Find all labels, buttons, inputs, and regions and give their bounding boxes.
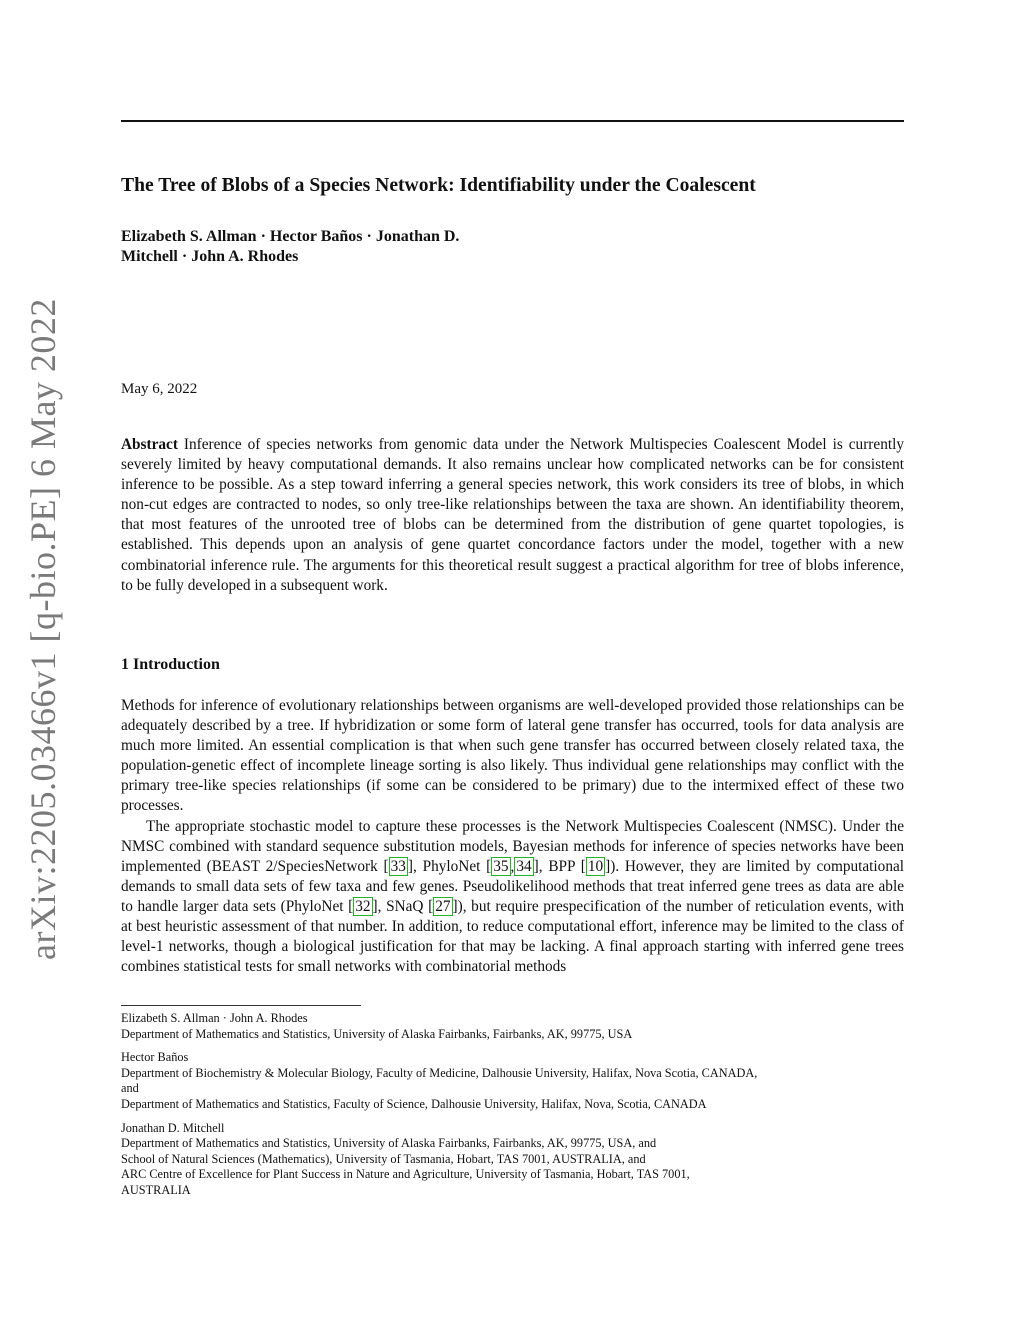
section-body <box>121 696 904 977</box>
affiliation-text: Department of Mathematics and Statistics, University of Alaska Fairbanks, Fairbanks, AK, 99775, USA <box>121 1026 633 1041</box>
affiliation-text: Department of Mathematics and Statistics, University of Alaska Fairbanks, Fairbanks, AK, 99775, USA, and <box>121 1136 657 1151</box>
publication-date: May 6, 2022 <box>121 381 198 397</box>
affiliation-text: ARC Centre of Excellence for Plant Success in Nature and Agriculture, University of Tasmania, Hobart, TAS 7001, <box>121 1167 690 1182</box>
intro-paragraph-2: The appropriate stochastic model to capture these processes is the Network Multispecies Coalescent (NMSC). Under the NMSC combined with standard sequence substitution models, Bayesian methods for inference of species networks have been implemented (BEAST 2/SpeciesNetwork [ 33 ], PhyloNet [ 35 , 34 ], BPP [ 10 ]). However, they are limited by computational demands to small data sets of few taxa and few genes. Pseudolikelihood methods that treat inferred gene trees as data are able to handle larger data sets (PhyloNet [ 32 ], SNaQ [ 27 ]), but require prespecification of the number of reticulation events, with at best heuristic assessment of that number. In addition, to reduce computational effort, inference may be limited to the class of level-1 networks, though a biological justification for that may be lacking. A final approach starting with inferred gene trees combines statistical tests for small networks with combinatorial methods <box>121 817 905 976</box>
abstract-label: Abstract <box>121 436 178 453</box>
citation-link[interactable]: 10 <box>587 857 604 875</box>
citation-link[interactable]: 32 <box>355 897 371 915</box>
intro-paragraph-1: Methods for inference of evolutionary relationships between organisms are well-developed provided those relationships can be adequately described by a tree. If hybridization or some form of lateral gene transfer has occurred, tools for data analysis are much more limited. An essential complication is that when such gene transfer has occurred between closely related taxa, the population-genetic effect of incomplete lineage sorting is also likely. Thus individual gene relationships may conflict with the primary tree-like species relationships (if some can be considered to be primary) due to the intermixed effect of these two processes. <box>121 697 904 815</box>
citation-link[interactable]: 35 <box>493 857 509 875</box>
citation-link[interactable]: 27 <box>435 897 451 915</box>
affiliation-authors: Jonathan D. Mitchell <box>121 1120 225 1135</box>
authors-line-2: Mitchell · John A. Rhodes <box>121 248 299 265</box>
affiliation-text: Department of Biochemistry & Molecular Biology, Faculty of Medicine, Dalhousie University, Halifax, Nova Scotia, CANADA, <box>121 1065 758 1080</box>
affiliation-block <box>121 1050 911 1112</box>
authors-line-1: Elizabeth S. Allman · Hector Baños · Jonathan D. <box>121 228 460 245</box>
paper-title: The Tree of Blobs of a Species Network: Identifiability under the Coalescent <box>121 175 756 196</box>
footnote-divider <box>121 1005 361 1006</box>
affiliation-text: School of Natural Sciences (Mathematics), University of Tasmania, Hobart, TAS 7001, AUSTRALIA, and <box>121 1151 646 1166</box>
author-list <box>121 227 681 267</box>
citation-link[interactable]: 33 <box>390 857 406 875</box>
affiliation-text: Department of Mathematics and Statistics, Faculty of Science, Dalhousie University, Halifax, Nova, Scotia, CANADA <box>121 1096 707 1111</box>
affiliation-text: and <box>121 1081 139 1096</box>
abstract <box>121 435 904 596</box>
abstract-text: Inference of species networks from genomic data under the Network Multispecies Coalescent Model is currently severely limited by heavy computational demands. It also remains unclear how complicated networks can be for consistent inference to be possible. As a step toward inferring a general species network, this work considers its tree of blobs, in which non-cut edges are contracted to nodes, so only tree-like relationships between the taxa are shown. An identifiability theorem, that most features of the unrooted tree of blobs can be determined from the distribution of gene quartet topologies, is established. This depends upon an analysis of gene quartet concordance factors under the model, together with a new combinatorial inference rule. The arguments for this theoretical result suggest a practical algorithm for tree of blobs inference, to be fully developed in a subsequent work. <box>121 436 904 594</box>
affiliation-block <box>121 1121 911 1199</box>
section-heading: 1 Introduction <box>121 656 220 673</box>
affiliation-block <box>121 1011 911 1042</box>
top-rule <box>121 120 904 122</box>
citation-link[interactable]: 34 <box>516 857 532 875</box>
affiliation-text: AUSTRALIA <box>121 1182 191 1197</box>
affiliation-authors: Elizabeth S. Allman · John A. Rhodes <box>121 1011 308 1025</box>
arxiv-identifier-stamp: arXiv:2205.03466v1 [q-bio.PE] 6 May 2022 <box>23 298 63 960</box>
affiliation-authors: Hector Baños <box>121 1050 189 1065</box>
affiliations-footnotes <box>121 1011 911 1207</box>
